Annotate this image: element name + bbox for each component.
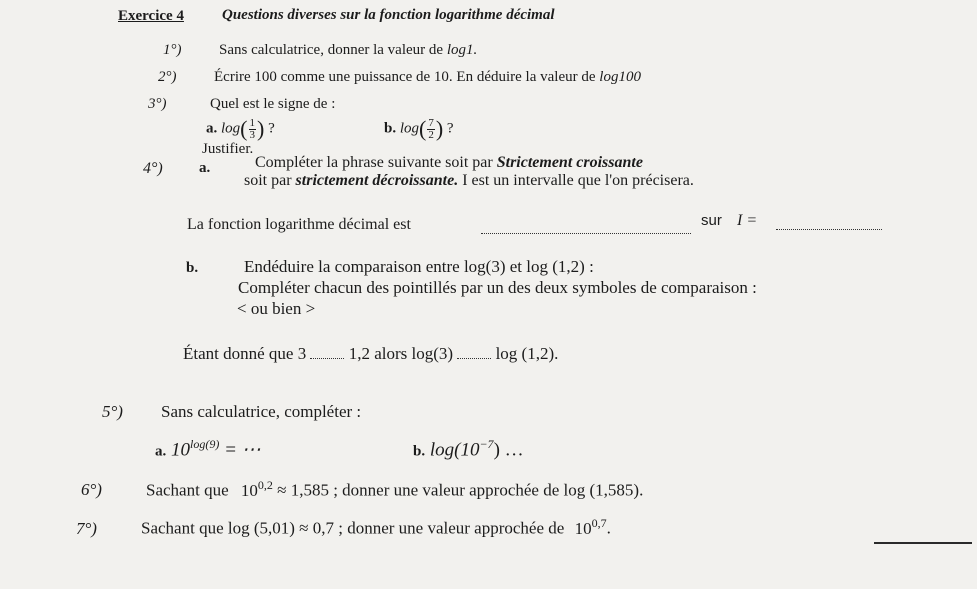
q4a-line2: soit par strictement décroissante. I est un intervalle que l'on précisera.	[244, 172, 694, 189]
exercise-title: Exercice 4	[118, 8, 184, 24]
q5-number: 5°)	[102, 402, 123, 421]
q2-text: Écrire 100 comme une puissance de 10. En déduire la valeur de log100	[214, 69, 641, 85]
q2-number: 2°)	[158, 69, 177, 85]
q3-text: Quel est le signe de :	[210, 96, 336, 112]
q3-number: 3°)	[148, 96, 167, 112]
q4a-sur: sur	[701, 212, 722, 229]
q5a: a. $10^{log(9)}$ = ⋯	[155, 437, 261, 461]
q7-number: 7°)	[76, 519, 97, 538]
q4b-line3: < ou bien >	[237, 299, 316, 318]
q7-text: Sachant que log (5,01) ≈ 0,7 ; donner une valeur approchée de 10$^{0,7}$.	[141, 516, 611, 538]
decorative-line	[874, 542, 972, 544]
q5-text: Sans calculatrice, compléter :	[161, 402, 362, 421]
q4a-line1: Compléter la phrase suivante soit par Strictement croissante	[255, 154, 643, 171]
q5b: b. $\log(10^{-7})$ …	[413, 437, 524, 461]
q6-text: Sachant que 10$^{0,2}$ ≈ 1,585 ; donner une valeur approchée de log (1,585).	[146, 478, 644, 500]
exercise-subtitle: Questions diverses sur la fonction logarithme décimal	[222, 7, 555, 23]
q4b-text: Endéduire la comparaison entre log(3) et log (1,2) :	[244, 257, 594, 276]
q1-text: Sans calculatrice, donner la valeur de log1.	[219, 42, 478, 58]
q6-number: 6°)	[81, 480, 102, 499]
q4a-label: a.	[199, 160, 211, 176]
q4a-blank-interval	[776, 216, 882, 230]
q3a: a. log( $\frac{1}{3}$ ) ?	[206, 116, 275, 141]
q1-number: 1°)	[163, 42, 182, 58]
q4b-given: Étant donné que 3 1,2 alors log(3) log (1,2).	[183, 344, 559, 363]
q4a-blank-monotonicity	[481, 220, 691, 234]
q4b-line2: Compléter chacun des pointillés par un des deux symboles de comparaison :	[238, 278, 757, 297]
q3-justify: Justifier.	[202, 141, 254, 157]
q4b-label: b.	[186, 260, 199, 276]
q4-number: 4°)	[143, 160, 163, 177]
q4b-blank-1	[310, 348, 344, 359]
q4a-fill-sentence: La fonction logarithme décimal est	[187, 216, 411, 233]
q4a-interval-label: I =	[737, 212, 758, 229]
q3b: b. log( $\frac{7}{2}$ ) ?	[384, 116, 454, 141]
q4b-blank-2	[457, 348, 491, 359]
